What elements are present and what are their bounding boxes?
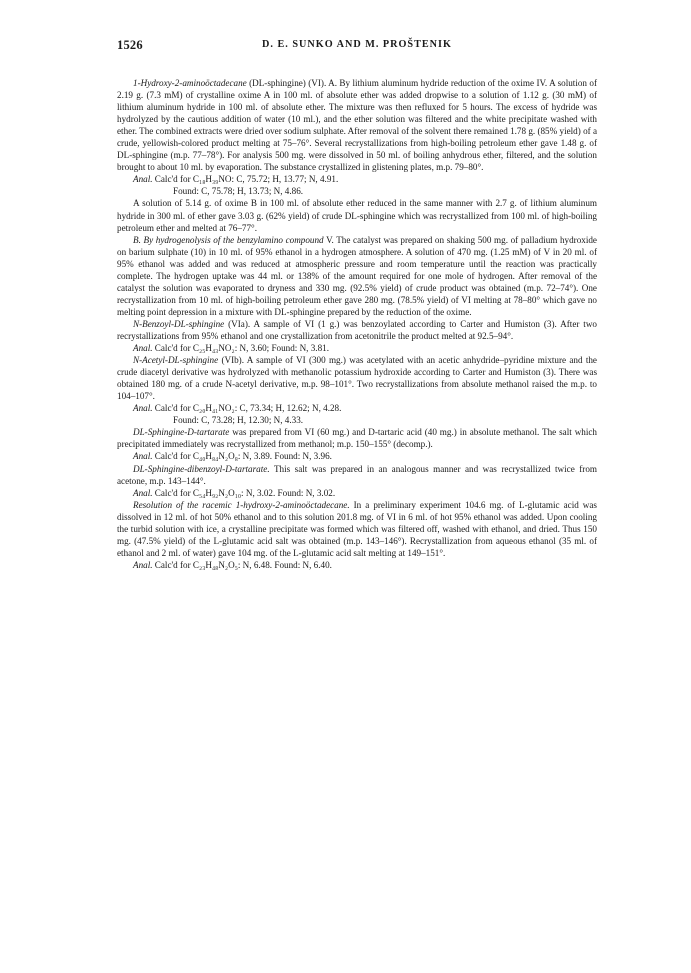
- anal-label: Anal.: [133, 343, 153, 354]
- paragraph-lead: N-Acetyl-DL-sphingine: [133, 355, 219, 366]
- anal-label: Anal.: [133, 174, 153, 185]
- paragraph-lead: N-Benzoyl-DL-sphingine: [133, 318, 225, 329]
- analysis-calculated: [117, 487, 597, 499]
- analysis-calculated: [117, 402, 597, 414]
- anal-text: Calc'd for C₅₄H₉₂N₂O₁₀: N, 3.02. Found: N, 3.02.: [152, 487, 336, 498]
- paragraph-oxime-b: A solution of 5.14 g. of oxime B in 100 ml. of absolute ether reduced in the same manner with 2.7 g. of lithium aluminum hydride in 300 ml. of ether gave 3.03 g. (62% yield) of crude DL-sphingine which was recrystallized from 100 ml. of high-boiling petroleum ether and melted at 76–77°.: [117, 198, 597, 233]
- paragraph-text: (VIa). A sample of VI (1 g.) was benzoylated according to Carter and Humiston (3). After two recrystallizations from 95% ethanol and one crystallization from acetonitrile the product melted at 92.5–94°.: [117, 318, 597, 341]
- analysis-calculated: [117, 450, 597, 462]
- analysis-calculated: [117, 559, 597, 571]
- analysis-calculated: [117, 173, 597, 185]
- anal-text: Calc'd for C₂₀H₄₁NO₂: C, 73.34; H, 12.62; N, 4.28.: [152, 403, 342, 414]
- anal-text: Calc'd for C₁₈H₃₉NO: C, 75.72; H, 13.77; N, 4.91.: [152, 174, 339, 185]
- anal-text: Calc'd for C₂₃H₄₈N₂O₅: N, 6.48. Found: N, 6.40.: [152, 559, 332, 570]
- paragraph-n-acetyl: [117, 354, 597, 402]
- anal-label: Anal.: [133, 403, 153, 414]
- anal-text: Calc'd for C₂₅H₄₃NO₂: N, 3.60; Found: N, 3.81.: [152, 343, 329, 354]
- paragraph-hydrogenolysis: [117, 234, 597, 318]
- paragraph-lead: B. By hydrogenolysis of the benzylamino compound: [133, 234, 324, 245]
- anal-label: Anal.: [133, 487, 153, 498]
- analysis-found: Found: C, 73.28; H, 12.30; N, 4.33.: [173, 415, 304, 426]
- page-number: 1526: [117, 38, 143, 52]
- anal-label: Anal.: [133, 559, 153, 570]
- paragraph-d-tartarate: [117, 426, 597, 450]
- paragraph-text: (VIb). A sample of VI (300 mg.) was acetylated with an acetic anhydride–pyridine mixture and the crude diacetyl derivative was hydrolyzed with methanolic potassium hydroxide according to Carter and Humiston (3). There was obtained 180 mg. of a crude N-acetyl derivative, m.p. 98–101°. Two recrystallizations from absolute methanol raised the m.p. to 104–107°.: [117, 355, 597, 402]
- paragraph-text: In a preliminary experiment 104.6 mg. of L-glutamic acid was dissolved in 12 ml. of hot 50% ethanol and to this solution 201.8 mg. of VI in 6 ml. of hot 95% ethanol was added. Upon cooling the turbid solution with ice, a crystalline precipitate was formed which was filtered off, washed with ethanol, and dried. Thus 150 mg. (47.5% yield) of the L-glutamic acid salt was obtained (m.p. 143–146°). Recrystallization from aqueous ethanol (35 ml. of ethanol and 2 ml. of water) gave 104 mg. of the L-glutamic acid salt melting at 149–151°.: [117, 499, 597, 558]
- page-header: [117, 38, 597, 54]
- paragraph-n-benzoyl: [117, 318, 597, 342]
- paragraph-text: This salt was prepared in an analogous manner and was recrystallized twice from acetone, m.p. 143–144°.: [117, 463, 597, 486]
- paragraph-sphingine-lah: [117, 77, 597, 173]
- paragraph-text: V. The catalyst was prepared on shaking 500 mg. of palladium hydroxide on barium sulphate (10) in 10 ml. of 95% ethanol in a hydrogen atmosphere. A solution of 470 mg. (1.25 mM) of V in 20 ml. of 95% ethanol was added and was reduced at atmospheric pressure and room temperature until the reaction was practically complete. The hydrogen uptake was 44 ml. or 138% of the amount required for one mole of hydrogen. After removal of the catalyst the solution was evaporated to dryness and 330 mg. (92.5% yield) of crude product was obtained (m.p. 72–74°). One recrystallization from 10 ml. of high-boiling petroleum ether gave 280 mg. (78.5% yield) of VI melting at 78–80° which gave no melting point depression in a mixture with DL-sphingine prepared by the reduction of the oxime.: [117, 234, 597, 317]
- paragraph-lead: Resolution of the racemic 1-hydroxy-2-aminoöctadecane.: [133, 499, 350, 510]
- article-body: [117, 77, 597, 571]
- running-head: D. E. SUNKO AND M. PROŠTENIK: [262, 39, 452, 50]
- paragraph-lead: DL-Sphingine-dibenzoyl-D-tartarate.: [133, 463, 270, 474]
- paragraph-resolution: [117, 499, 597, 559]
- paragraph-dibenzoyl-tartarate: [117, 463, 597, 487]
- anal-label: Anal.: [133, 451, 153, 462]
- paragraph-text: was prepared from VI (60 mg.) and D-tartaric acid (40 mg.) in absolute methanol. The salt which precipitated immediately was recrystallized from methanol; m.p. 150–155° (decomp.).: [117, 427, 597, 450]
- paragraph-lead: DL-Sphingine-D-tartarate: [133, 427, 230, 438]
- paragraph-lead: 1-Hydroxy-2-aminoöctadecane: [133, 78, 247, 88]
- analysis-calculated: [117, 342, 597, 354]
- paragraph-text: (DL-sphingine) (VI). A. By lithium aluminum hydride reduction of the oxime IV. A solution of 2.19 g. (7.3 mM) of crystalline oxime A in 100 ml. of absolute ether was added dropwise to a solution of 1.12 g. (30 mM) of lithium aluminum hydride in 100 ml. of absolute ether. The mixture was then refluxed for 5 hours. The excess of hydride was hydrolyzed by the cautious addition of water (10 ml.), and the ether solution was filtered and the white precipitate washed with ether. The combined extracts were dried over sodium sulphate. After removal of the solvent there remained 1.78 g. (85% yield) of a crude, yellowish-colored product melting at 75–76°. Several recrystallizations from high-boiling petroleum ether gave 1.48 g. of DL-sphingine (m.p. 77–78°). For analysis 500 mg. were dissolved in 50 ml. of boiling anhydrous ether, filtered, and the solution brought to about 10 ml. by evaporation. The substance crystallized in glistening plates, m.p. 79–80°.: [117, 78, 598, 173]
- anal-text: Calc'd for C₄₀H₈₄N₂O₈: N, 3.89. Found: N, 3.96.: [152, 451, 332, 462]
- analysis-found: Found: C, 75.78; H, 13.73; N, 4.86.: [173, 186, 304, 197]
